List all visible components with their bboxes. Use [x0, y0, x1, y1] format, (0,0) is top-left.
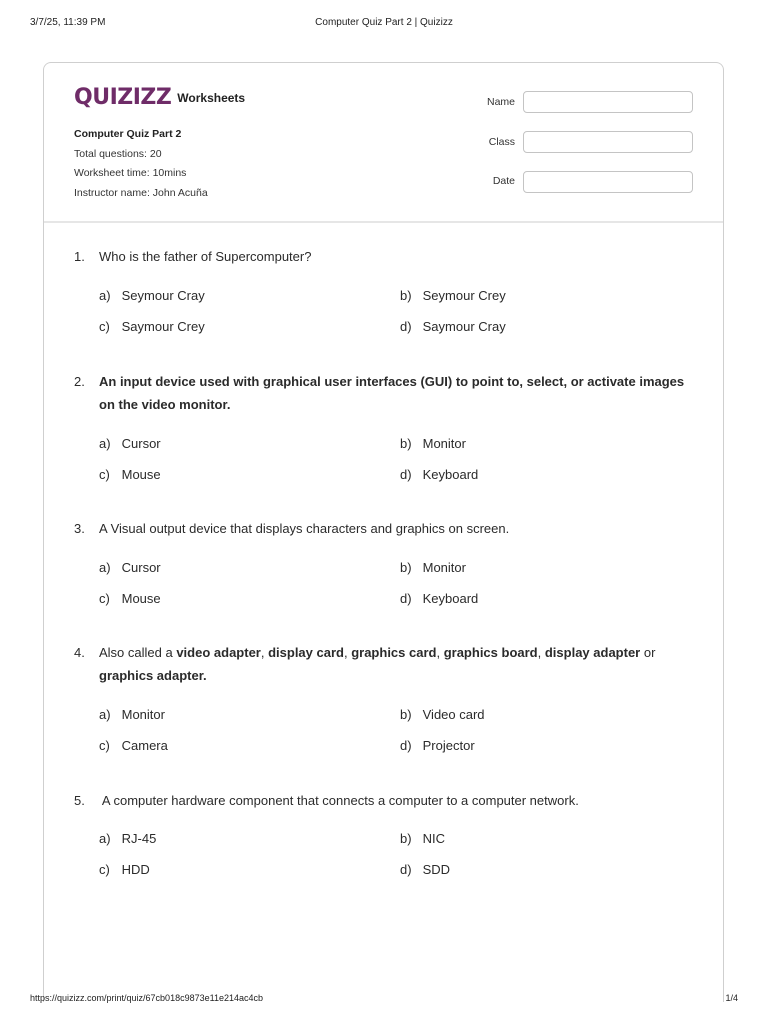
option-text: Saymour Crey [121, 319, 205, 334]
option-letter: b) [400, 707, 412, 722]
class-field[interactable] [523, 131, 693, 153]
option-b[interactable] [400, 707, 485, 722]
option-text: Cursor [121, 436, 161, 451]
option-text: Seymour Cray [121, 288, 205, 303]
option-text: Video card [422, 707, 485, 722]
option-text: Monitor [422, 560, 466, 575]
option-a[interactable] [99, 436, 161, 451]
option-c[interactable] [99, 738, 168, 753]
option-text: HDD [121, 862, 150, 877]
option-text: Projector [422, 738, 475, 753]
print-header [0, 17, 768, 33]
option-text: Cursor [121, 560, 161, 575]
question-text [99, 641, 694, 687]
worksheet-card [43, 62, 724, 1002]
bold-term: graphics adapter. [99, 668, 207, 683]
print-page-title: Computer Quiz Part 2 | Quizizz [315, 17, 453, 28]
text-part: , [436, 645, 444, 660]
option-c[interactable] [99, 467, 161, 482]
bold-term: video adapter [176, 645, 261, 660]
bold-term: display adapter [544, 645, 641, 660]
question-text: Who is the father of Supercomputer? [99, 249, 312, 264]
option-text: Keyboard [422, 467, 479, 482]
option-letter: c) [99, 319, 110, 334]
option-letter: d) [400, 738, 412, 753]
option-text: Seymour Crey [422, 288, 506, 303]
option-text: Keyboard [422, 591, 479, 606]
worksheet-time: Worksheet time: 10mins [74, 167, 187, 179]
text-part: , [260, 645, 269, 660]
option-c[interactable] [99, 591, 161, 606]
bold-term: graphics board [443, 645, 538, 660]
question-text: A computer hardware component that connects a computer to a computer network. [99, 793, 579, 808]
option-text: Mouse [121, 467, 161, 482]
option-letter: a) [99, 436, 111, 451]
page-number: 1/4 [725, 993, 738, 1003]
option-text: NIC [422, 831, 446, 846]
option-d[interactable] [400, 591, 478, 606]
print-url: https://quizizz.com/print/quiz/67cb018c9873e11e214ac4cb [30, 993, 263, 1003]
option-letter: b) [400, 560, 412, 575]
bold-term: graphics card [351, 645, 437, 660]
option-text: Saymour Cray [422, 319, 506, 334]
option-text: RJ-45 [121, 831, 157, 846]
option-text: SDD [422, 862, 451, 877]
print-datetime: 3/7/25, 11:39 PM [30, 17, 106, 28]
option-a[interactable] [99, 831, 156, 846]
option-letter: d) [400, 862, 412, 877]
option-d[interactable] [400, 467, 478, 482]
option-letter: a) [99, 831, 111, 846]
option-c[interactable] [99, 319, 205, 334]
option-a[interactable] [99, 707, 165, 722]
option-d[interactable] [400, 738, 475, 753]
question-number: 1. [74, 249, 85, 264]
option-letter: c) [99, 467, 110, 482]
option-text: Monitor [121, 707, 165, 722]
name-label: Name [486, 96, 515, 108]
bold-term: display card [268, 645, 344, 660]
question-text: An input device used with graphical user interfaces (GUI) to point to, select, or activate images on the video monitor. [99, 374, 685, 412]
option-letter: b) [400, 288, 412, 303]
question-number: 5. [74, 793, 85, 808]
question-number: 2. [74, 374, 85, 389]
date-field[interactable] [523, 171, 693, 193]
total-questions: Total questions: 20 [74, 147, 162, 160]
option-letter: a) [99, 707, 111, 722]
text-part: Also called a [99, 645, 177, 660]
option-letter: d) [400, 591, 412, 606]
text-part: or [640, 645, 656, 660]
text-part: , [343, 645, 352, 660]
option-letter: c) [99, 591, 110, 606]
worksheet-meta [74, 125, 208, 203]
option-d[interactable] [400, 862, 450, 877]
brand [74, 85, 245, 111]
instructor-name: Instructor name: John Acuña [74, 186, 208, 199]
date-label: Date [492, 175, 515, 187]
option-letter: a) [99, 560, 111, 575]
option-d[interactable] [400, 319, 506, 334]
option-text: Monitor [422, 436, 466, 451]
option-a[interactable] [99, 560, 161, 575]
name-field[interactable] [523, 91, 693, 113]
option-letter: c) [99, 862, 110, 877]
option-letter: d) [400, 319, 412, 334]
question-text: A Visual output device that displays characters and graphics on screen. [99, 521, 510, 536]
quizizz-logo: QUIZIZZ [74, 85, 172, 110]
option-letter: b) [400, 831, 412, 846]
brand-subtitle: Worksheets [177, 91, 246, 105]
option-letter: d) [400, 467, 412, 482]
option-b[interactable] [400, 831, 445, 846]
option-text: Mouse [121, 591, 161, 606]
question-number: 4. [74, 645, 85, 660]
option-c[interactable] [99, 862, 150, 877]
option-b[interactable] [400, 436, 466, 451]
option-b[interactable] [400, 288, 506, 303]
text-part: , [537, 645, 545, 660]
option-text: Camera [121, 738, 168, 753]
option-b[interactable] [400, 560, 466, 575]
print-footer [0, 993, 768, 1007]
option-letter: b) [400, 436, 412, 451]
question-number: 3. [74, 521, 85, 536]
worksheet-title: Computer Quiz Part 2 [74, 128, 182, 140]
class-label: Class [488, 136, 515, 148]
option-a[interactable] [99, 288, 205, 303]
option-letter: a) [99, 288, 111, 303]
option-letter: c) [99, 738, 110, 753]
worksheet-header [44, 63, 723, 223]
